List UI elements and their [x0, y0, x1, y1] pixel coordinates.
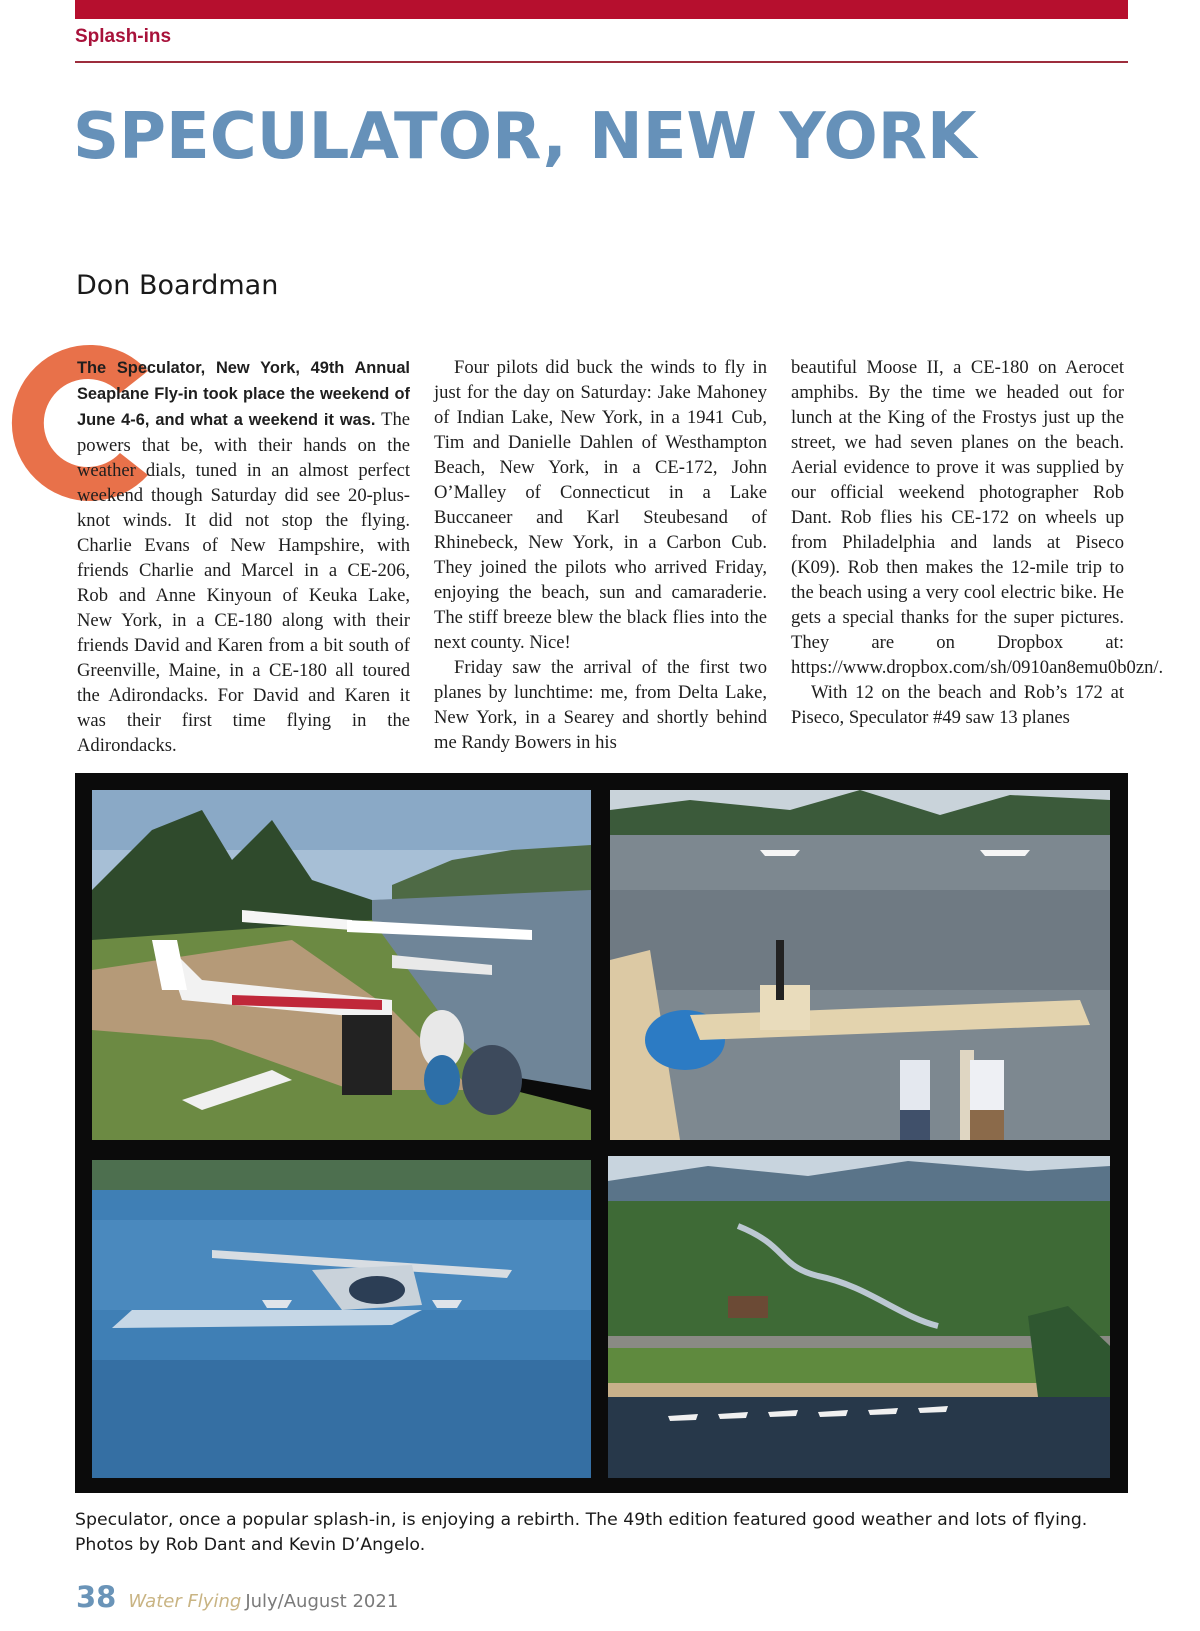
paragraph: beautiful Moose II, a CE-180 on Aerocet amphibs. By the time we headed out for lunch at the King of the Frostys just up the street, we had seven planes on the beach. Aerial evidence to prove it was supplied by our official weekend photographer Rob Dant. Rob flies his CE-172 on wheels up from Philadelphia and lands at Piseco (K09). Rob then makes the 12-mile trip to the beach using a very cool electric bike. He gets a special thanks for the super pictures. They are on Dropbox at: https://www.dropbox.com/sh/0910an8emu0b0zn/.	[791, 357, 1164, 678]
photo-aerial-view	[608, 1156, 1110, 1478]
lead-body-text: The powers that be, with their hands on the weather dials, tuned in an almost perfect weekend though Saturday did see 20-plus-knot winds. It did not stop the flying. Charlie Evans of New Hampshire, with friends Charlie and Marcel in a CE-206, Rob and Anne Kinyoun of Keuka Lake, New York, in a CE-180 along with their friends David and Karen from a bit south of Greenville, Maine, in a CE-180 all toured the Adirondacks. For David and Karen it was their first time flying in the Adirondacks.	[77, 409, 410, 756]
article-column-1	[77, 355, 410, 758]
photo-beach-seaplanes	[92, 790, 591, 1140]
magazine-name: Water Flying	[128, 1591, 242, 1612]
paragraph: Four pilots did buck the winds to fly in just for the day on Saturday: Jake Mahoney of Indian Lake, New York, in a 1941 Cub, Tim and Danielle Dahlen of Westhampton Beach, New York, in a CE-172, John O’Malley of Connecticut in a Lake Buccaneer and Karl Steubesand of Rhinebeck, New York, in a Carbon Cub. They joined the pilots who arrived Friday, enjoying the beach, sun and camaraderie. The stiff breeze blew the black flies into the next county. Nice!	[434, 357, 767, 653]
photo-searey-water	[92, 1160, 591, 1478]
article-column-2	[434, 355, 767, 755]
section-label: Splash-ins	[75, 26, 172, 47]
page-number: 38	[76, 1580, 117, 1614]
photo-caption	[75, 1508, 1135, 1558]
paragraph: Friday saw the arrival of the first two planes by lunchtime: me, from Delta Lake, New York, in a Searey and shortly behind me Randy Bowers in his	[434, 657, 767, 753]
photo-lake-takeoff	[610, 790, 1110, 1140]
caption-credit: Photos by Rob Dant and Kevin D’Angelo.	[75, 1535, 426, 1555]
header-rule	[75, 61, 1128, 63]
caption-line: Speculator, once a popular splash-in, is enjoying a rebirth. The 49th edition featured good weather and lots of flying.	[75, 1510, 1088, 1530]
lead-paragraph	[77, 355, 410, 758]
issue-date: July/August 2021	[245, 1591, 399, 1612]
paragraph: With 12 on the beach and Rob’s 172 at Piseco, Speculator #49 saw 13 planes	[791, 682, 1124, 728]
top-color-bar	[75, 0, 1128, 19]
photo-collage	[75, 773, 1128, 1493]
article-column-3	[791, 355, 1164, 730]
page-footer	[76, 1580, 398, 1614]
article-headline: SPECULATOR, NEW YORK	[73, 100, 977, 174]
article-byline: Don Boardman	[76, 270, 279, 301]
lead-text: The Speculator, New York, 49th Annual Seaplane Fly-in took place the weekend of June 4-6, and what a weekend it was.	[77, 359, 410, 429]
